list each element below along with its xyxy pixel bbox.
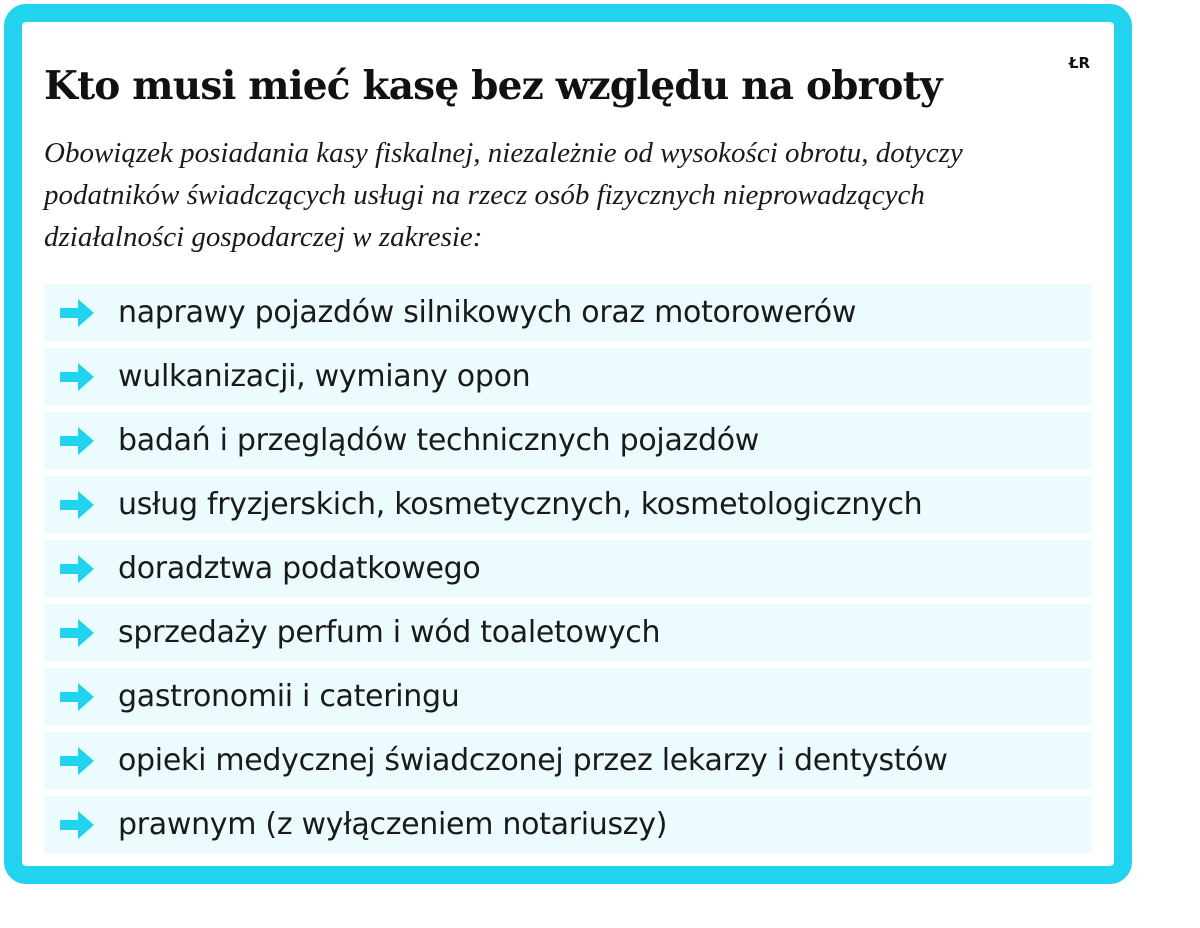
services-list bbox=[44, 284, 1092, 860]
list-item-label: doradztwa podatkowego bbox=[118, 551, 481, 586]
arrow-right-icon bbox=[54, 293, 100, 333]
arrow-right-icon bbox=[54, 805, 100, 845]
arrow-right-icon bbox=[54, 613, 100, 653]
arrow-right-icon bbox=[54, 357, 100, 397]
list-item bbox=[44, 412, 1092, 470]
list-item bbox=[44, 476, 1092, 534]
list-item-label: opieki medycznej świadczonej przez lekarzy i dentystów bbox=[118, 743, 948, 778]
list-item-label: prawnym (z wyłączeniem notariuszy) bbox=[118, 807, 668, 842]
arrow-right-icon bbox=[54, 677, 100, 717]
arrow-right-icon bbox=[54, 549, 100, 589]
arrow-right-icon bbox=[54, 421, 100, 461]
infobox-title: Kto musi mieć kasę bez względu na obroty bbox=[44, 63, 942, 109]
arrow-right-icon bbox=[54, 741, 100, 781]
list-item-label: gastronomii i cateringu bbox=[118, 679, 460, 714]
list-item-label: usług fryzjerskich, kosmetycznych, kosmetologicznych bbox=[118, 487, 923, 522]
list-item-label: sprzedaży perfum i wód toaletowych bbox=[118, 615, 661, 650]
list-item-label: badań i przeglądów technicznych pojazdów bbox=[118, 423, 760, 458]
author-signature: ŁR bbox=[1068, 54, 1090, 72]
list-item bbox=[44, 348, 1092, 406]
list-item bbox=[44, 732, 1092, 790]
list-item bbox=[44, 284, 1092, 342]
intro-paragraph: Obowiązek posiadania kasy fiskalnej, niezależnie od wysokości obrotu, dotyczy podatników świadczących usługi na rzecz osób fizycznych nieprowadzących działalności gospodarczej w zakresie: bbox=[44, 137, 963, 253]
list-item bbox=[44, 540, 1092, 598]
list-item-label: naprawy pojazdów silnikowych oraz motorowerów bbox=[118, 295, 857, 330]
list-item bbox=[44, 668, 1092, 726]
list-item bbox=[44, 604, 1092, 662]
list-item bbox=[44, 796, 1092, 854]
arrow-right-icon bbox=[54, 485, 100, 525]
list-item-label: wulkanizacji, wymiany opon bbox=[118, 359, 531, 394]
infobox-frame bbox=[4, 4, 1132, 884]
